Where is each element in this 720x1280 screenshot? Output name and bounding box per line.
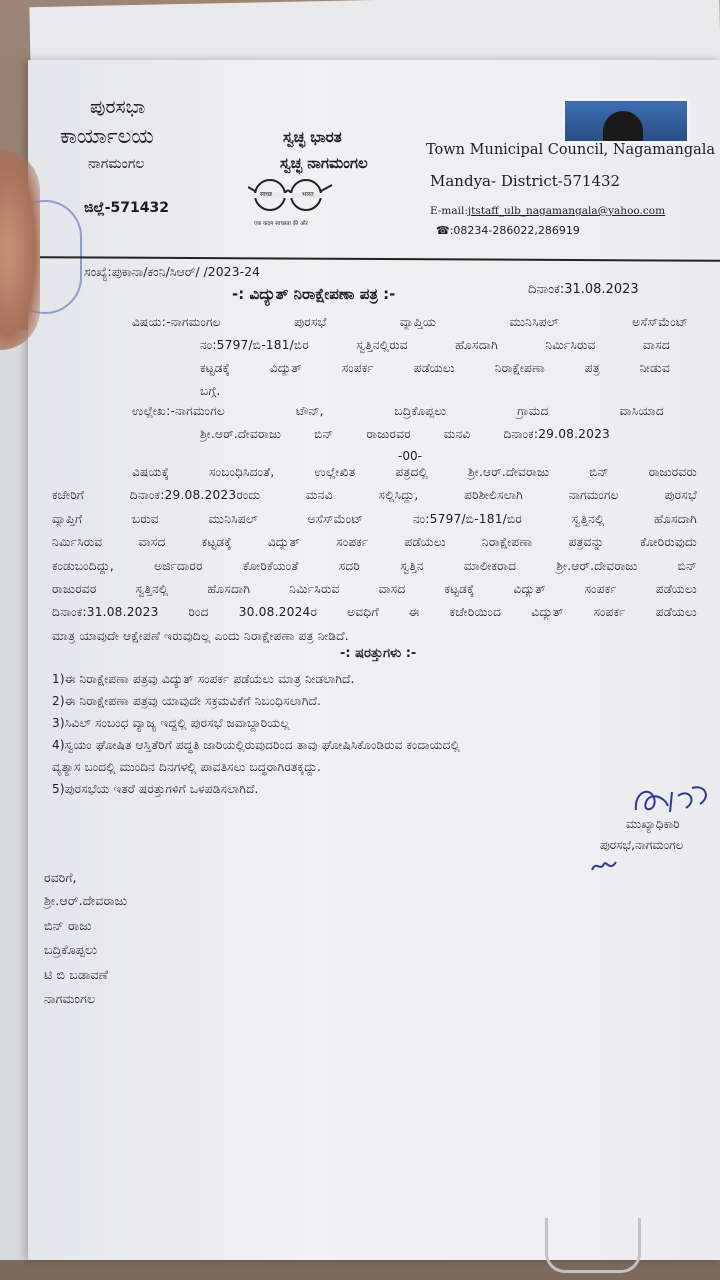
emblem-left-text: स्वच्छ xyxy=(260,191,273,198)
phone-number: ☎:08234-286022,286919 xyxy=(436,224,580,237)
condition-item: 2)ಈ ನಿರಾಕ್ಷೇಪಣಾ ಪತ್ರವು ಯಾವುದೇ ಸಕ್ರಮವಿಕೆಗೆ ನಿಬಂಧಿಸಲಾಗಿದೆ. xyxy=(52,694,322,708)
finger-holding-page xyxy=(0,150,40,350)
reference-line: ಶ್ರೀ.ಆರ್.ದೇವರಾಜು ಬಿನ್ ರಾಜುರವರ ಮನವಿ ದಿನಾಂಕ:29.08.2023 xyxy=(200,427,610,441)
letterhead-kn-line1: ಪುರಸಭಾ xyxy=(90,96,146,118)
recipient-salutation: ರವರಿಗೆ, xyxy=(44,870,77,885)
emblem-right-text: भारत xyxy=(302,191,314,198)
reference-number: ಸಂಖ್ಯೆ:ಪುಕಾನಾ/ಕಂನಿ/ಸಿಆರ್/ /2023-24 xyxy=(84,264,260,279)
condition-item: ವ್ಯತ್ಯಾಸ ಬಂದಲ್ಲಿ ಮುಂದಿನ ದಿನಗಳಲ್ಲಿ ಪಾವತಿಸಲು ಬದ್ಧರಾಗಿರತಕ್ಕದ್ದು. xyxy=(52,760,322,774)
letterhead-kn-line3: ನಾಗಮಂಗಲ xyxy=(88,156,145,172)
subject-line: ವಿಷಯ:-ನಾಗಮಂಗಲ ಪುರಸಭೆ ವ್ಯಾಪ್ತಿಯ ಮುನಿಸಿಪಲ್ ಅಸೆಸ್‌ಮೆಂಟ್ xyxy=(132,315,688,329)
letterhead-pin: ಜಿಲ್ಲೆ-571432 xyxy=(84,200,169,216)
subject-line: ಬಗ್ಗೆ. xyxy=(200,384,221,398)
body-line: ಕಂಡುಬಂದಿದ್ದು, ಅರ್ಜಿದಾರರ ಕೋರಿಕೆಯಂತೆ ಸದರಿ ಸ್ವತ್ತಿನ ಮಾಲೀಕರಾದ ಶ್ರೀ.ಆರ್.ದೇವರಾಜು ಬಿನ್ xyxy=(52,558,697,573)
recipient-line: ಬಿನ್ ರಾಜು xyxy=(44,917,92,933)
initials-mark xyxy=(590,856,620,876)
email-label: E-mail: xyxy=(430,205,468,217)
condition-item: 5)ಪುರಸಭೆಯ ಇತರೆ ಷರತ್ತುಗಳಿಗೆ ಒಳಪಡಿಸಲಾಗಿದೆ. xyxy=(52,782,259,796)
swachh-bharat-line2: ಸ್ವಚ್ಛ ನಾಗಮಂಗಲ xyxy=(280,154,368,172)
officer-signature xyxy=(628,782,718,822)
recipient-line: ನಾಗಮಂಗಲ xyxy=(44,991,96,1006)
body-line: ರಾಜುರವರ ಸ್ವತ್ತಿನಲ್ಲಿ ಹೊಸದಾಗಿ ನಿರ್ಮಿಸಿರುವ ವಾಸದ ಕಟ್ಟಡಕ್ಕೆ ವಿದ್ಯುತ್ ಸಂಪರ್ಕ ಪಡೆಯಲು xyxy=(52,582,697,596)
letterhead-kn-line2: ಕಾರ್ಯಾಲಯ xyxy=(60,124,154,148)
separator: -00- xyxy=(398,449,422,463)
condition-item: 1)ಈ ನಿರಾಕ್ಷೇಪಣಾ ಪತ್ರವು ವಿದ್ಯುತ್ ಸಂಪರ್ಕ ಪಡೆಯಲು ಮಾತ್ರ ನೀಡಲಾಗಿದೆ. xyxy=(52,672,355,686)
condition-item: 4)ಸ್ವಯಂ ಘೋಷಿತ ಆಸ್ತಿತೆರಿಗೆ ಪದ್ಧತಿ ಜಾರಿಯಲ್ಲಿರುವುದರಿಂದ ತಾವು ಘೋಷಿಸಿಕೊಂಡಿರುವ ಕಂದಾಯದಲ್ಲಿ xyxy=(52,738,460,752)
swachh-bharat-glasses-logo xyxy=(248,177,334,219)
council-name-english: Town Municipal Council, Nagamangala xyxy=(426,142,716,158)
recipient-line: ಶ್ರೀ.ಆರ್.ದೇವರಾಜು xyxy=(44,893,128,908)
body-line: ದಿನಾಂಕ:31.08.2023 ರಿಂದ 30.08.2024ರ ಅವಧಿಗೆ ಈ ಕಚೇರಿಯಿಂದ ವಿದ್ಯುತ್ ಸಂಪರ್ಕ ಪಡೆಯಲು xyxy=(52,605,697,620)
email-address: jtstaff_ulb_nagamangala@yahoo.com xyxy=(467,205,666,217)
recipient-line: ಬದ್ರಿಕೊಪ್ಪಲು xyxy=(44,942,98,957)
body-line: ವ್ಯಾಪ್ತಿಗೆ ಬರುವ ಮುನಿಸಿಪಲ್ ಅಸೆಸ್‌ಮೆಂಟ್ ನಂ:5797/ಬಿ-181/ಬಿರ ಸ್ವತ್ತಿನಲ್ಲಿ ಹೊಸದಾಗಿ xyxy=(52,511,697,526)
subject-line: ಕಟ್ಟಡಕ್ಕೆ ವಿದ್ಯುತ್ ಸಂಪರ್ಕ ಪಡೆಯಲು ನಿರಾಕ್ಷೇಪಣಾ ಪತ್ರ ನೀಡುವ xyxy=(200,361,670,375)
signatory-designation: ಮುಖ್ಯಾಧಿಕಾರಿ xyxy=(626,817,680,831)
body-line: ಕಚೇರಿಗೆ ದಿನಾಂಕ:29.08.2023ರಂದು ಮನವಿ ಸಲ್ಲಿಸಿದ್ದು, ಪರಿಶೀಲಿಸಲಾಗಿ ನಾಗಮಂಗಲ ಪುರಸಭೆ xyxy=(52,488,697,503)
emblem-caption: एक कदम स्वच्छता की ओर xyxy=(254,221,308,227)
letter-date: ದಿನಾಂಕ:31.08.2023 xyxy=(528,282,639,297)
subject-line: ನಂ:5797/ಬಿ-181/ಬಿರ ಸ್ವತ್ತಿನಲ್ಲಿರುವ ಹೊಸದಾಗಿ ನಿರ್ಮಿಸಿರುವ ವಾಸದ xyxy=(200,338,670,352)
body-line: ನಿರ್ಮಿಸಿರುವ ವಾಸದ ಕಟ್ಟಡಕ್ಕೆ ವಿದ್ಯುತ್ ಸಂಪರ್ಕ ಪಡೆಯಲು ನಿರಾಕ್ಷೇಪಣಾ ಪತ್ರವನ್ನು ಕೋರಿರುವುದು xyxy=(52,535,697,550)
reference-line: ಉಲ್ಲೇಖ:-ನಾಗಮಂಗಲ ಟೌನ್, ಬದ್ರಿಕೊಪ್ಪಲು ಗ್ರಾಮದ ವಾಸಿಯಾದ xyxy=(132,404,664,418)
recipient-line: ಟಿ ಬಿ ಬಡಾವಣೆ xyxy=(44,966,109,982)
signatory-office: ಪುರಸಭೆ,ನಾಗಮಂಗಲ xyxy=(600,838,684,852)
passport-photo xyxy=(562,98,690,144)
condition-item: 3)ಸಿವಿಲ್ ಸಂಬಂಧ ವ್ಯಾಜ್ಯ ಇದ್ದಲ್ಲಿ ಪುರಸಭೆ ಜವಾಬ್ದಾರಿಯಲ್ಲ xyxy=(52,716,290,730)
body-line: ಮಾತ್ರ ಯಾವುದೇ ಆಕ್ಷೇಪಣೆ ಇರುವುದಿಲ್ಲ ಎಂದು ನಿರಾಕ್ಷೇಪಣಾ ಪತ್ರ ನೀಡಿದೆ. xyxy=(52,628,349,643)
email-row xyxy=(430,205,665,217)
body-line: ವಿಷಯಕ್ಕೆ ಸಂಬಂಧಿಸಿದಂತೆ, ಉಲ್ಲೇಖಿತ ಪತ್ರದಲ್ಲಿ ಶ್ರೀ.ಆರ್.ದೇವರಾಜು ಬಿನ್ ರಾಜುರವರು xyxy=(132,465,697,479)
paper-clip xyxy=(545,1218,641,1273)
conditions-heading: -: ಷರತ್ತುಗಳು :- xyxy=(340,646,417,661)
district-english: Mandya- District-571432 xyxy=(430,172,621,190)
swachh-bharat-line1: ಸ್ವಚ್ಛ ಭಾರತ xyxy=(283,128,342,146)
letter-title: -: ವಿದ್ಯುತ್ ನಿರಾಕ್ಷೇಪಣಾ ಪತ್ರ :- xyxy=(232,285,396,303)
